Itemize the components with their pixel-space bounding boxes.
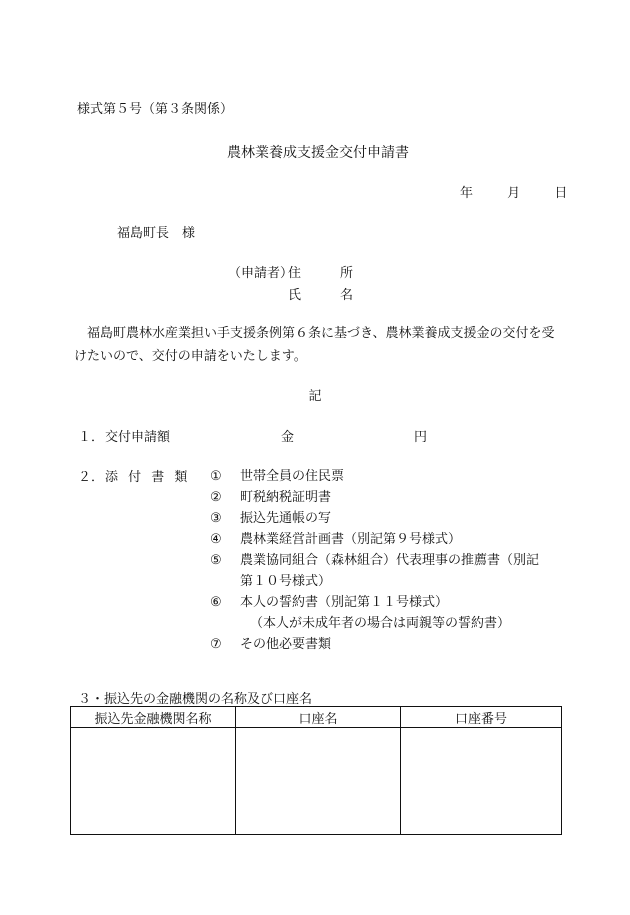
- date-line: [460, 182, 567, 201]
- date-year: 年: [460, 186, 474, 201]
- date-month: 月: [507, 186, 521, 201]
- list-item-continuation: [210, 571, 570, 592]
- list-item: [210, 592, 570, 613]
- address-label: 住 所: [288, 266, 354, 281]
- list-item-number: ⑤: [210, 553, 222, 568]
- date-day: 日: [554, 186, 568, 201]
- item2-label: 添 付 書 類: [105, 470, 191, 485]
- addressee: 福島町長 様: [117, 226, 196, 241]
- list-item-text: 農業協同組合（森林組合）代表理事の推薦書（別記: [240, 553, 540, 568]
- body-text: [74, 322, 562, 368]
- list-item-note: [210, 613, 570, 634]
- column-header-account-name: 口座名: [236, 707, 401, 728]
- list-item: [210, 529, 570, 550]
- column-header-account-number: 口座番号: [401, 707, 562, 728]
- list-item-text: 振込先通帳の写: [240, 511, 332, 526]
- item1-number: １．: [78, 430, 105, 445]
- bank-account-table: [70, 706, 562, 835]
- name-label: 氏 名: [288, 288, 354, 303]
- document-title: 農林業養成支援金交付申請書: [227, 145, 409, 161]
- list-item-text: 農林業経営計画書（別記第９号様式）: [240, 532, 462, 547]
- column-header-bank-name: 振込先金融機関名称: [71, 707, 236, 728]
- list-item: [210, 487, 570, 508]
- form-number: 様式第５号（第３条関係）: [77, 102, 234, 117]
- list-item-text: 第１０号様式）: [240, 574, 332, 589]
- list-item: [210, 550, 570, 571]
- list-item-number: ③: [210, 511, 222, 526]
- list-item: [210, 634, 570, 655]
- bank-name-cell[interactable]: [71, 728, 236, 835]
- list-item-number: ④: [210, 532, 222, 547]
- list-item-text: その他必要書類: [240, 637, 332, 652]
- list-item-number: ①: [210, 469, 222, 484]
- list-item-text: 世帯全員の住民票: [240, 469, 345, 484]
- body-text-content: 福島町農林水産業担い手支援条例第６条に基づき、農林業養成支援金の交付を受けたいので、交付の申請をいたします。: [74, 326, 555, 364]
- applicant-label: （申請者）: [228, 266, 294, 281]
- account-number-cell[interactable]: [401, 728, 562, 835]
- attachment-list: [210, 466, 570, 655]
- account-name-cell[interactable]: [236, 728, 401, 835]
- list-item-text: 町税納税証明書: [240, 490, 332, 505]
- table-row: [71, 728, 562, 835]
- list-item-number: ⑦: [210, 637, 222, 652]
- list-item-text: 本人の誓約書（別記第１１号様式）: [240, 595, 449, 610]
- list-item-text: （本人が未成年者の場合は両親等の誓約書）: [250, 616, 511, 631]
- item1-label: 交付申請額: [105, 430, 171, 445]
- amount-en: 円: [414, 430, 428, 445]
- list-item-number: ②: [210, 490, 222, 505]
- ki-heading: 記: [308, 389, 322, 404]
- list-item-number: ⑥: [210, 595, 222, 610]
- list-item: [210, 508, 570, 529]
- section3-heading: ３・振込先の金融機関の名称及び口座名: [78, 692, 313, 707]
- item2-number: ２．: [78, 470, 105, 485]
- table-header-row: [71, 707, 562, 728]
- amount-kin: 金: [281, 430, 295, 445]
- list-item: [210, 466, 570, 487]
